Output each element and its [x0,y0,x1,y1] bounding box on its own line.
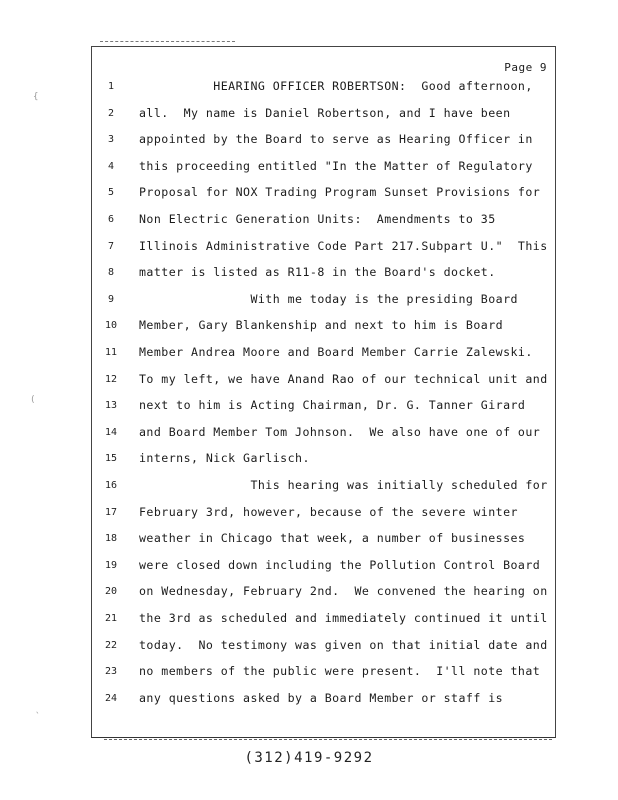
line-text: all. My name is Daniel Robertson, and I have been [139,105,511,120]
line-number: 23 [104,666,118,678]
transcript-line [92,158,557,178]
line-text: Member, Gary Blankenship and next to him is Board [139,318,504,333]
header-scan-mark [100,41,235,45]
transcript-page-frame [91,46,556,738]
line-text: appointed by the Board to serve as Hearing Officer in [139,132,533,147]
transcript-line [92,397,557,417]
transcript-line [92,450,557,470]
scan-speck: ( [30,395,36,405]
line-text: Proposal for NOX Trading Program Sunset Provisions for [139,185,541,200]
transcript-line [92,583,557,603]
line-text: today. No testimony was given on that initial date and [139,637,548,652]
line-number: 7 [107,240,115,252]
line-number: 9 [107,293,115,305]
line-text: matter is listed as R11-8 in the Board's docket. [139,265,496,280]
scan-speck: { [33,92,39,102]
line-number: 5 [107,187,115,199]
transcript-line [92,477,557,497]
line-number: 24 [104,692,118,704]
line-number: 12 [104,373,118,385]
line-number: 6 [107,214,115,225]
transcript-line [92,690,557,710]
transcript-line [92,131,557,151]
page-number-label: Page 9 [504,61,547,74]
line-text: February 3rd, however, because of the severe winter [139,504,518,519]
transcript-line [92,184,557,204]
line-number: 15 [104,453,118,465]
transcript-line [92,238,557,258]
line-text: and Board Member Tom Johnson. We also have one of our [139,424,541,439]
transcript-line [92,637,557,657]
line-text: on Wednesday, February 2nd. We convened the hearing on [139,584,548,599]
transcript-line [92,610,557,630]
transcript-line [92,530,557,550]
line-number: 17 [104,506,118,518]
line-text: With me today is the presiding Board [139,291,518,306]
line-number: 20 [104,586,118,598]
line-text: interns, Nick Garlisch. [139,451,310,466]
line-number: 4 [107,160,115,172]
transcript-line [92,663,557,683]
line-text: no members of the public were present. I'll note that [139,664,541,679]
line-number: 3 [107,134,115,146]
line-text: To my left, we have Anand Rao of our technical unit and [139,371,548,386]
line-text: the 3rd as scheduled and immediately continued it until [139,611,548,625]
footer-phone-number: (312)419-9292 [244,750,374,766]
line-text: were closed down including the Pollution Control Board [139,557,541,572]
line-text: Non Electric Generation Units: Amendments to 35 [139,212,496,226]
transcript-line [92,264,557,284]
scan-speck: ` [35,712,41,722]
line-number: 10 [104,320,118,332]
line-text: HEARING OFFICER ROBERTSON: Good afternoon, [139,79,533,93]
transcript-line [92,211,557,231]
line-text: weather in Chicago that week, a number of businesses [139,531,526,546]
line-number: 19 [104,559,118,571]
line-number: 18 [104,533,118,545]
line-number: 21 [104,613,118,624]
line-text: Member Andrea Moore and Board Member Carrie Zalewski. [139,345,533,359]
transcript-line [92,371,557,391]
line-text: next to him is Acting Chairman, Dr. G. Tanner Girard [139,398,526,413]
transcript-line [92,424,557,444]
line-number: 16 [104,480,118,491]
transcript-line [92,557,557,577]
line-number: 13 [104,400,118,412]
line-text: any questions asked by a Board Member or staff is [139,690,504,705]
line-number: 8 [107,267,115,279]
line-number: 11 [104,347,118,358]
line-number: 14 [104,426,118,438]
line-number: 22 [104,639,118,651]
transcript-line [92,291,557,311]
transcript-line [92,504,557,524]
line-text: this proceeding entitled "In the Matter of Regulatory [139,158,533,173]
transcript-line [92,317,557,337]
line-number: 1 [107,81,115,92]
transcript-line [92,78,557,98]
transcript-line [92,105,557,125]
footer-rule [104,739,552,740]
line-number: 2 [107,107,115,119]
line-text: Illinois Administrative Code Part 217.Subpart U." This [139,238,548,253]
transcript-line [92,344,557,364]
line-text: This hearing was initially scheduled for [139,478,548,492]
